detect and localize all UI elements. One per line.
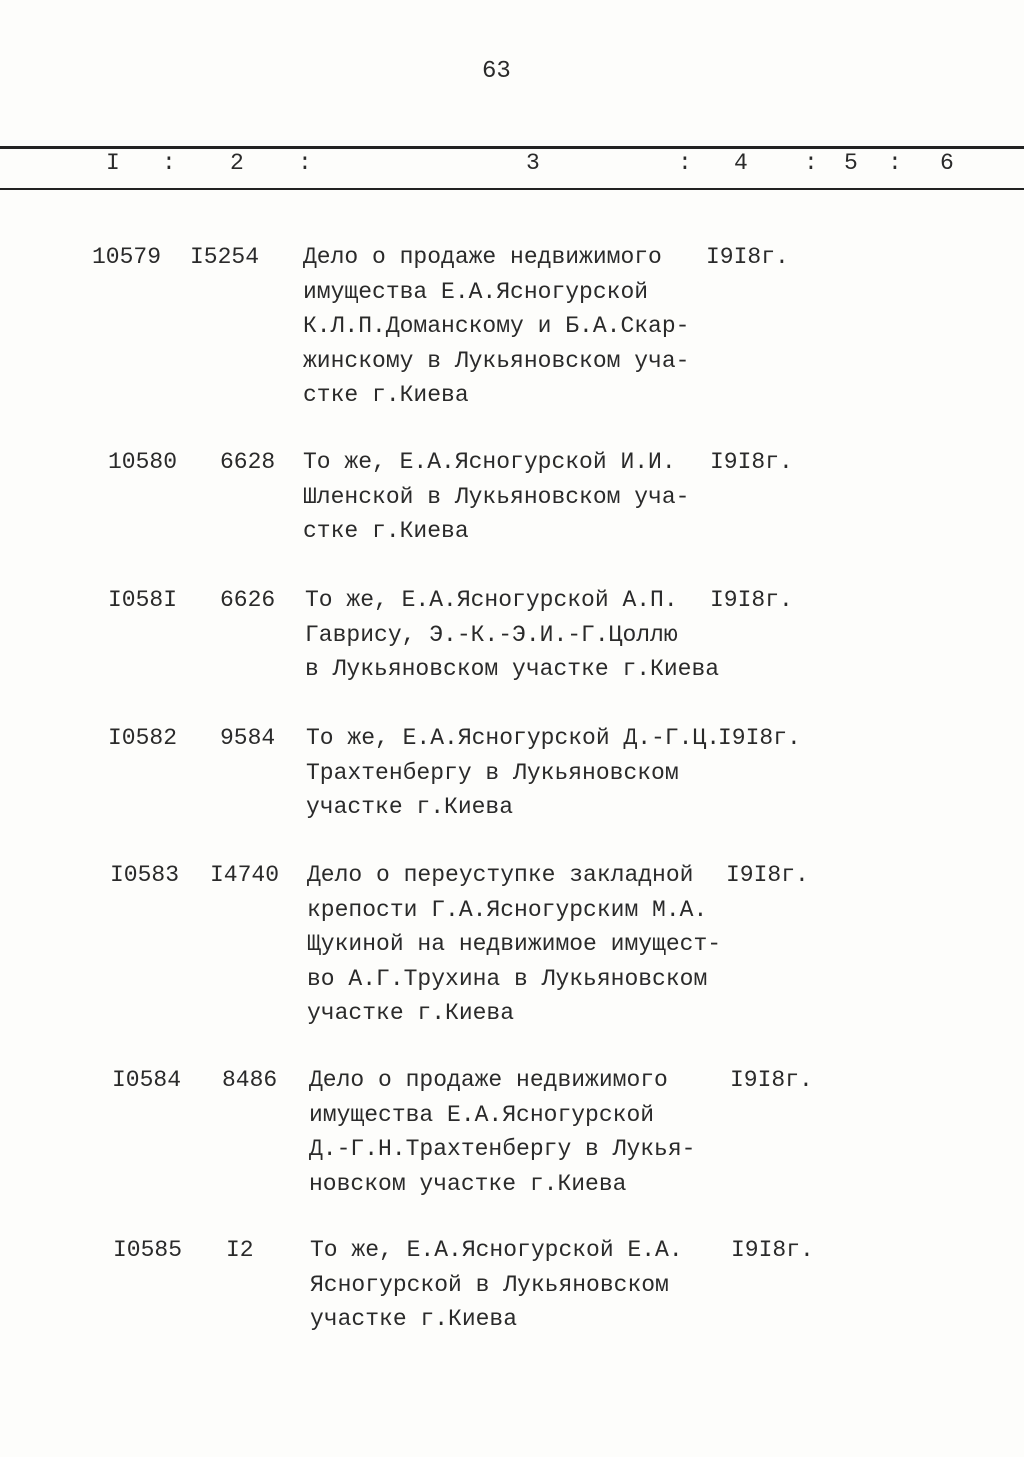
entry-description	[307, 858, 721, 1031]
column-header-1: I	[106, 150, 120, 176]
description-line: Щукиной на недвижимое имущест-	[307, 931, 722, 957]
description-line: в Лукьяновском участке г.Киева	[305, 656, 720, 682]
entry-old-number: 6628	[220, 449, 276, 475]
entry-old-number: 6626	[220, 587, 276, 613]
description-line: Дело о продаже недвижимого	[309, 1067, 668, 1093]
column-separator: :	[298, 150, 312, 176]
description-line: новском участке г.Киева	[309, 1170, 627, 1197]
column-header-2: 2	[230, 150, 244, 176]
entry-number: 10579	[92, 244, 162, 270]
description-line: стке г.Киева	[303, 518, 469, 544]
entry-number: I0582	[108, 725, 178, 751]
description-line: Трахтенбергу в Лукьяновском	[306, 759, 679, 786]
description-line: жинскому в Лукьяновском уча-	[303, 347, 690, 374]
entry-number: I058I	[108, 587, 178, 613]
description-line: во А.Г.Трухина в Лукьяновском	[307, 965, 708, 992]
description-line: имущества Е.А.Ясногурской	[309, 1101, 655, 1128]
entry-number: 10580	[108, 449, 178, 475]
column-separator: :	[804, 150, 818, 176]
entry-number: I0585	[113, 1237, 183, 1263]
entry-number: I0584	[112, 1067, 182, 1093]
entry-description	[310, 1233, 683, 1337]
description-line: Дело о продаже недвижимого	[303, 244, 662, 270]
description-line: участке г.Киева	[306, 794, 514, 820]
column-header-5: 5	[844, 150, 858, 176]
description-line: То же, Е.А.Ясногурской А.П.	[305, 587, 678, 613]
entry-description	[306, 721, 720, 825]
entry-old-number: I2	[226, 1237, 254, 1263]
header-top-rule	[0, 146, 1024, 149]
entry-year: I9I8г.	[718, 725, 801, 751]
entry-description	[303, 240, 689, 413]
description-line: крепости Г.А.Ясногурским М.А.	[307, 896, 708, 923]
entry-old-number: 8486	[222, 1067, 278, 1093]
description-line: К.Л.П.Доманскому и Б.А.Скар-	[303, 313, 690, 339]
description-line: участке г.Киева	[310, 1306, 518, 1332]
entry-description	[309, 1063, 695, 1201]
entry-number: I0583	[110, 862, 180, 888]
entry-year: I9I8г.	[730, 1067, 813, 1093]
column-separator: :	[888, 150, 902, 176]
entry-old-number: 9584	[220, 725, 276, 751]
description-line: имущества Е.А.Ясногурской	[303, 278, 649, 305]
column-header-3: 3	[526, 150, 540, 176]
description-line: Д.-Г.Н.Трахтенбергу в Лукья-	[309, 1136, 696, 1162]
entry-old-number: I4740	[210, 862, 280, 888]
column-separator: :	[162, 150, 176, 176]
description-line: Шленской в Лукьяновском уча-	[303, 483, 690, 510]
entry-year: I9I8г.	[726, 862, 809, 888]
column-header-6: 6	[940, 150, 954, 176]
entry-description	[305, 583, 719, 687]
column-header-4: 4	[734, 150, 748, 176]
description-line: Гаврису, Э.-К.-Э.И.-Г.Цоллю	[305, 621, 678, 648]
description-line: То же, Е.А.Ясногурской Е.А.	[310, 1237, 683, 1263]
description-line: То же, Е.А.Ясногурской И.И.	[303, 449, 676, 475]
description-line: участке г.Киева	[307, 1000, 515, 1026]
description-line: То же, Е.А.Ясногурской Д.-Г.Ц.	[306, 725, 721, 751]
description-line: стке г.Киева	[303, 382, 469, 408]
header-bottom-rule	[0, 188, 1024, 190]
description-line: Ясногурской в Лукьяновском	[310, 1271, 669, 1298]
page-number: 63	[482, 58, 511, 85]
description-line: Дело о переуступке закладной	[307, 862, 694, 888]
entry-description	[303, 445, 689, 549]
column-separator: :	[678, 150, 692, 176]
entry-year: I9I8г.	[710, 449, 793, 475]
entry-year: I9I8г.	[710, 587, 793, 613]
entry-year: I9I8г.	[706, 244, 789, 270]
entry-year: I9I8г.	[731, 1237, 814, 1263]
entry-old-number: I5254	[190, 244, 260, 270]
